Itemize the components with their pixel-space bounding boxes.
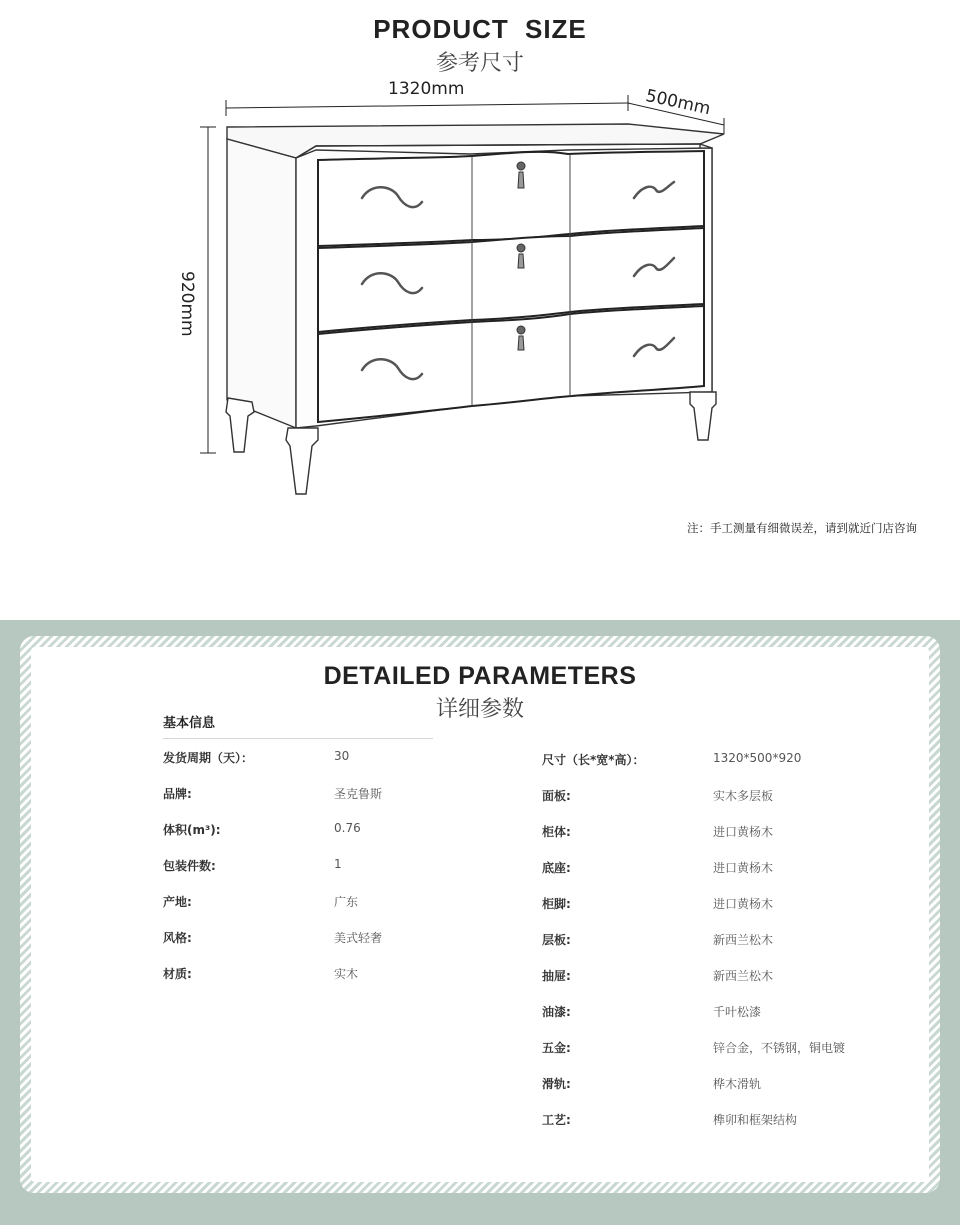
param-value: 1 — [334, 857, 342, 871]
param-label: 五金: — [542, 1041, 571, 1055]
parameters-subtitle: 详细参数 — [435, 697, 524, 722]
param-label: 材质: — [163, 967, 192, 981]
param-value: 进口黄杨木 — [713, 897, 774, 911]
basic-info-heading: 基本信息 — [163, 716, 216, 731]
param-label: 柜体: — [542, 825, 571, 839]
param-label: 面板: — [542, 789, 571, 803]
param-label: 层板: — [542, 933, 571, 947]
param-value: 实木多层板 — [713, 789, 774, 803]
param-label: 滑轨: — [542, 1077, 571, 1091]
param-label: 品牌: — [163, 787, 192, 801]
param-label: 工艺: — [542, 1113, 571, 1127]
param-label: 尺寸（长*宽*高）： — [542, 753, 645, 767]
param-label: 包装件数: — [163, 859, 216, 873]
param-value: 榫卯和框架结构 — [713, 1113, 798, 1127]
param-value: 进口黄杨木 — [713, 825, 774, 839]
param-value: 0.76 — [334, 821, 361, 835]
product-size-subtitle: 参考尺寸 — [435, 51, 524, 76]
basic-info-divider — [163, 738, 433, 739]
param-value: 30 — [334, 749, 350, 763]
param-value: 桦木滑轨 — [713, 1077, 762, 1091]
param-value: 1320*500*920 — [713, 751, 802, 765]
param-label: 发货周期（天）： — [163, 751, 254, 765]
param-label: 体积(m³): — [163, 823, 221, 837]
param-value: 广东 — [334, 895, 359, 909]
dresser-drawing — [190, 90, 750, 510]
param-value: 锌合金，不锈钢，铜电镀 — [713, 1041, 846, 1055]
param-value: 圣克鲁斯 — [334, 787, 383, 801]
param-value: 实木 — [334, 967, 359, 981]
param-value: 新西兰松木 — [713, 969, 774, 983]
param-label: 油漆: — [542, 1005, 571, 1019]
product-size-title: PRODUCT SIZE — [373, 14, 587, 44]
param-value: 美式轻奢 — [334, 931, 383, 945]
param-label: 产地: — [163, 895, 192, 909]
param-label: 抽屉: — [542, 969, 571, 983]
param-label: 底座: — [542, 861, 571, 875]
height-dimension: 920mm — [177, 271, 197, 337]
depth-dimension: 500mm — [643, 86, 713, 120]
param-label: 柜脚: — [542, 897, 571, 911]
width-dimension: 1320mm — [388, 79, 465, 99]
param-value: 进口黄杨木 — [713, 861, 774, 875]
param-value: 新西兰松木 — [713, 933, 774, 947]
parameters-title: DETAILED PARAMETERS — [323, 662, 637, 690]
param-label: 风格: — [163, 931, 192, 945]
param-value: 千叶松漆 — [713, 1005, 762, 1019]
measurement-note: 注：手工测量有细微误差，请到就近门店咨询 — [687, 521, 917, 535]
